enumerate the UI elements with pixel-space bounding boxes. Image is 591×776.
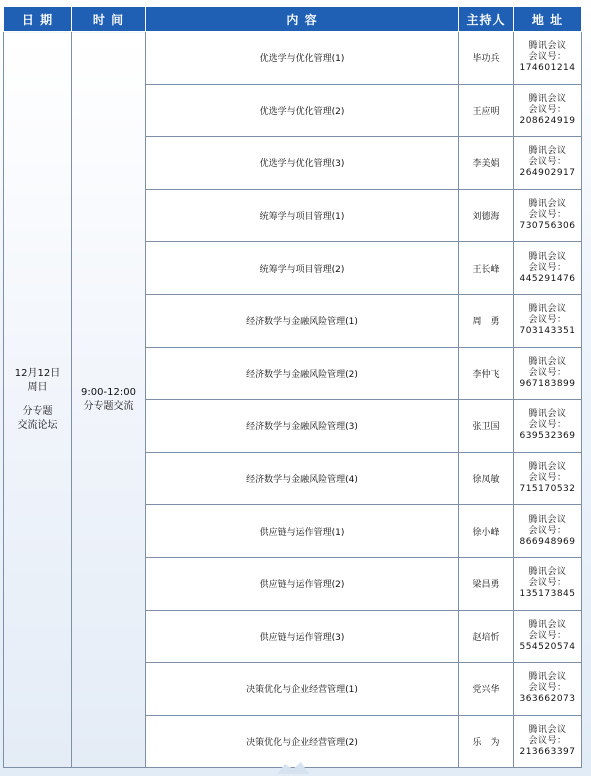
meeting-id[interactable]: 730756306 [519, 221, 576, 232]
address-cell [514, 400, 582, 453]
meeting-id-label: 会议号： [528, 683, 567, 694]
header-content: 内 容 [146, 7, 459, 32]
date-session-name: 交流论坛 [17, 419, 58, 431]
host-cell: 张卫国 [459, 400, 514, 453]
meeting-id[interactable]: 445291476 [519, 273, 576, 284]
meeting-id-label: 会议号： [528, 420, 567, 431]
host-cell: 徐凤敏 [459, 452, 514, 505]
host-cell: 王应明 [459, 84, 514, 137]
address-cell [514, 610, 582, 663]
header-time: 时 间 [72, 7, 146, 32]
address-cell [514, 32, 582, 85]
address-cell [514, 137, 582, 190]
meeting-platform: 腾讯会议 [528, 409, 567, 420]
topic-cell: 决策优化与企业经营管理(2) [146, 715, 459, 768]
topic-cell: 优选学与优化管理(1) [146, 32, 459, 85]
table-row [4, 32, 582, 85]
address-cell [514, 189, 582, 242]
address-cell [514, 505, 582, 558]
address-cell [514, 715, 582, 768]
meeting-platform: 腾讯会议 [528, 725, 567, 736]
meeting-id[interactable]: 967183899 [519, 378, 576, 389]
meeting-id-label: 会议号： [528, 210, 567, 221]
meeting-platform: 腾讯会议 [528, 462, 567, 473]
schedule-table [3, 6, 582, 768]
time-session: 分专题交流 [83, 400, 134, 412]
topic-cell: 供应链与运作管理(3) [146, 610, 459, 663]
meeting-id[interactable]: 213663397 [519, 747, 576, 758]
meeting-platform: 腾讯会议 [528, 146, 567, 157]
host-cell: 周 勇 [459, 294, 514, 347]
address-cell [514, 452, 582, 505]
topic-cell: 经济数学与金融风险管理(2) [146, 347, 459, 400]
meeting-id-label: 会议号： [528, 104, 567, 115]
meeting-id-label: 会议号： [528, 736, 567, 747]
address-cell [514, 84, 582, 137]
time-range: 9:00-12:00 [81, 386, 136, 398]
header-date: 日 期 [4, 7, 72, 32]
date-cell [4, 32, 72, 768]
topic-cell: 经济数学与金融风险管理(4) [146, 452, 459, 505]
meeting-platform: 腾讯会议 [528, 199, 567, 210]
meeting-id-label: 会议号： [528, 525, 567, 536]
host-cell: 党兴华 [459, 663, 514, 716]
host-cell: 李仲飞 [459, 347, 514, 400]
meeting-platform: 腾讯会议 [528, 41, 567, 52]
address-cell [514, 347, 582, 400]
meeting-id-label: 会议号： [528, 52, 567, 63]
topic-cell: 供应链与运作管理(1) [146, 505, 459, 558]
watermark-emblem-icon [275, 760, 311, 774]
meeting-id[interactable]: 715170532 [519, 484, 576, 495]
host-cell: 徐小峰 [459, 505, 514, 558]
address-cell [514, 557, 582, 610]
address-cell [514, 242, 582, 295]
meeting-id[interactable]: 264902917 [519, 168, 576, 179]
header-address: 地 址 [514, 7, 582, 32]
address-cell [514, 663, 582, 716]
table-body [4, 32, 582, 768]
topic-cell: 优选学与优化管理(3) [146, 137, 459, 190]
topic-cell: 统筹学与项目管理(1) [146, 189, 459, 242]
meeting-id-label: 会议号： [528, 473, 567, 484]
meeting-id-label: 会议号： [528, 315, 567, 326]
meeting-platform: 腾讯会议 [528, 251, 567, 262]
meeting-id-label: 会议号： [528, 262, 567, 273]
meeting-platform: 腾讯会议 [528, 567, 567, 578]
host-cell: 毕功兵 [459, 32, 514, 85]
table-header-row [4, 7, 582, 32]
meeting-platform: 腾讯会议 [528, 304, 567, 315]
meeting-id[interactable]: 866948969 [519, 536, 576, 547]
topic-cell: 决策优化与企业经营管理(1) [146, 663, 459, 716]
topic-cell: 统筹学与项目管理(2) [146, 242, 459, 295]
meeting-id-label: 会议号： [528, 157, 567, 168]
meeting-platform: 腾讯会议 [528, 619, 567, 630]
meeting-id[interactable]: 703143351 [519, 326, 576, 337]
meeting-id-label: 会议号： [528, 367, 567, 378]
meeting-id[interactable]: 639532369 [519, 431, 576, 442]
address-cell [514, 294, 582, 347]
meeting-id[interactable]: 208624919 [519, 115, 576, 126]
date-day: 12月12日 [14, 367, 61, 379]
host-cell: 王长峰 [459, 242, 514, 295]
meeting-id[interactable]: 363662073 [519, 694, 576, 705]
header-host: 主持人 [459, 7, 514, 32]
topic-cell: 供应链与运作管理(2) [146, 557, 459, 610]
meeting-id[interactable]: 174601214 [519, 63, 576, 74]
host-cell: 乐 为 [459, 715, 514, 768]
meeting-id[interactable]: 135173845 [519, 589, 576, 600]
host-cell: 赵培忻 [459, 610, 514, 663]
meeting-platform: 腾讯会议 [528, 93, 567, 104]
host-cell: 刘德海 [459, 189, 514, 242]
host-cell: 梁昌勇 [459, 557, 514, 610]
meeting-id-label: 会议号： [528, 630, 567, 641]
topic-cell: 经济数学与金融风险管理(1) [146, 294, 459, 347]
date-session-type: 分专题 [22, 405, 53, 417]
meeting-id[interactable]: 554520574 [519, 641, 576, 652]
time-cell [72, 32, 146, 768]
host-cell: 李美娟 [459, 137, 514, 190]
meeting-platform: 腾讯会议 [528, 514, 567, 525]
topic-cell: 优选学与优化管理(2) [146, 84, 459, 137]
meeting-id-label: 会议号： [528, 578, 567, 589]
meeting-platform: 腾讯会议 [528, 356, 567, 367]
meeting-platform: 腾讯会议 [528, 672, 567, 683]
date-weekday: 周日 [27, 381, 48, 393]
topic-cell: 经济数学与金融风险管理(3) [146, 400, 459, 453]
